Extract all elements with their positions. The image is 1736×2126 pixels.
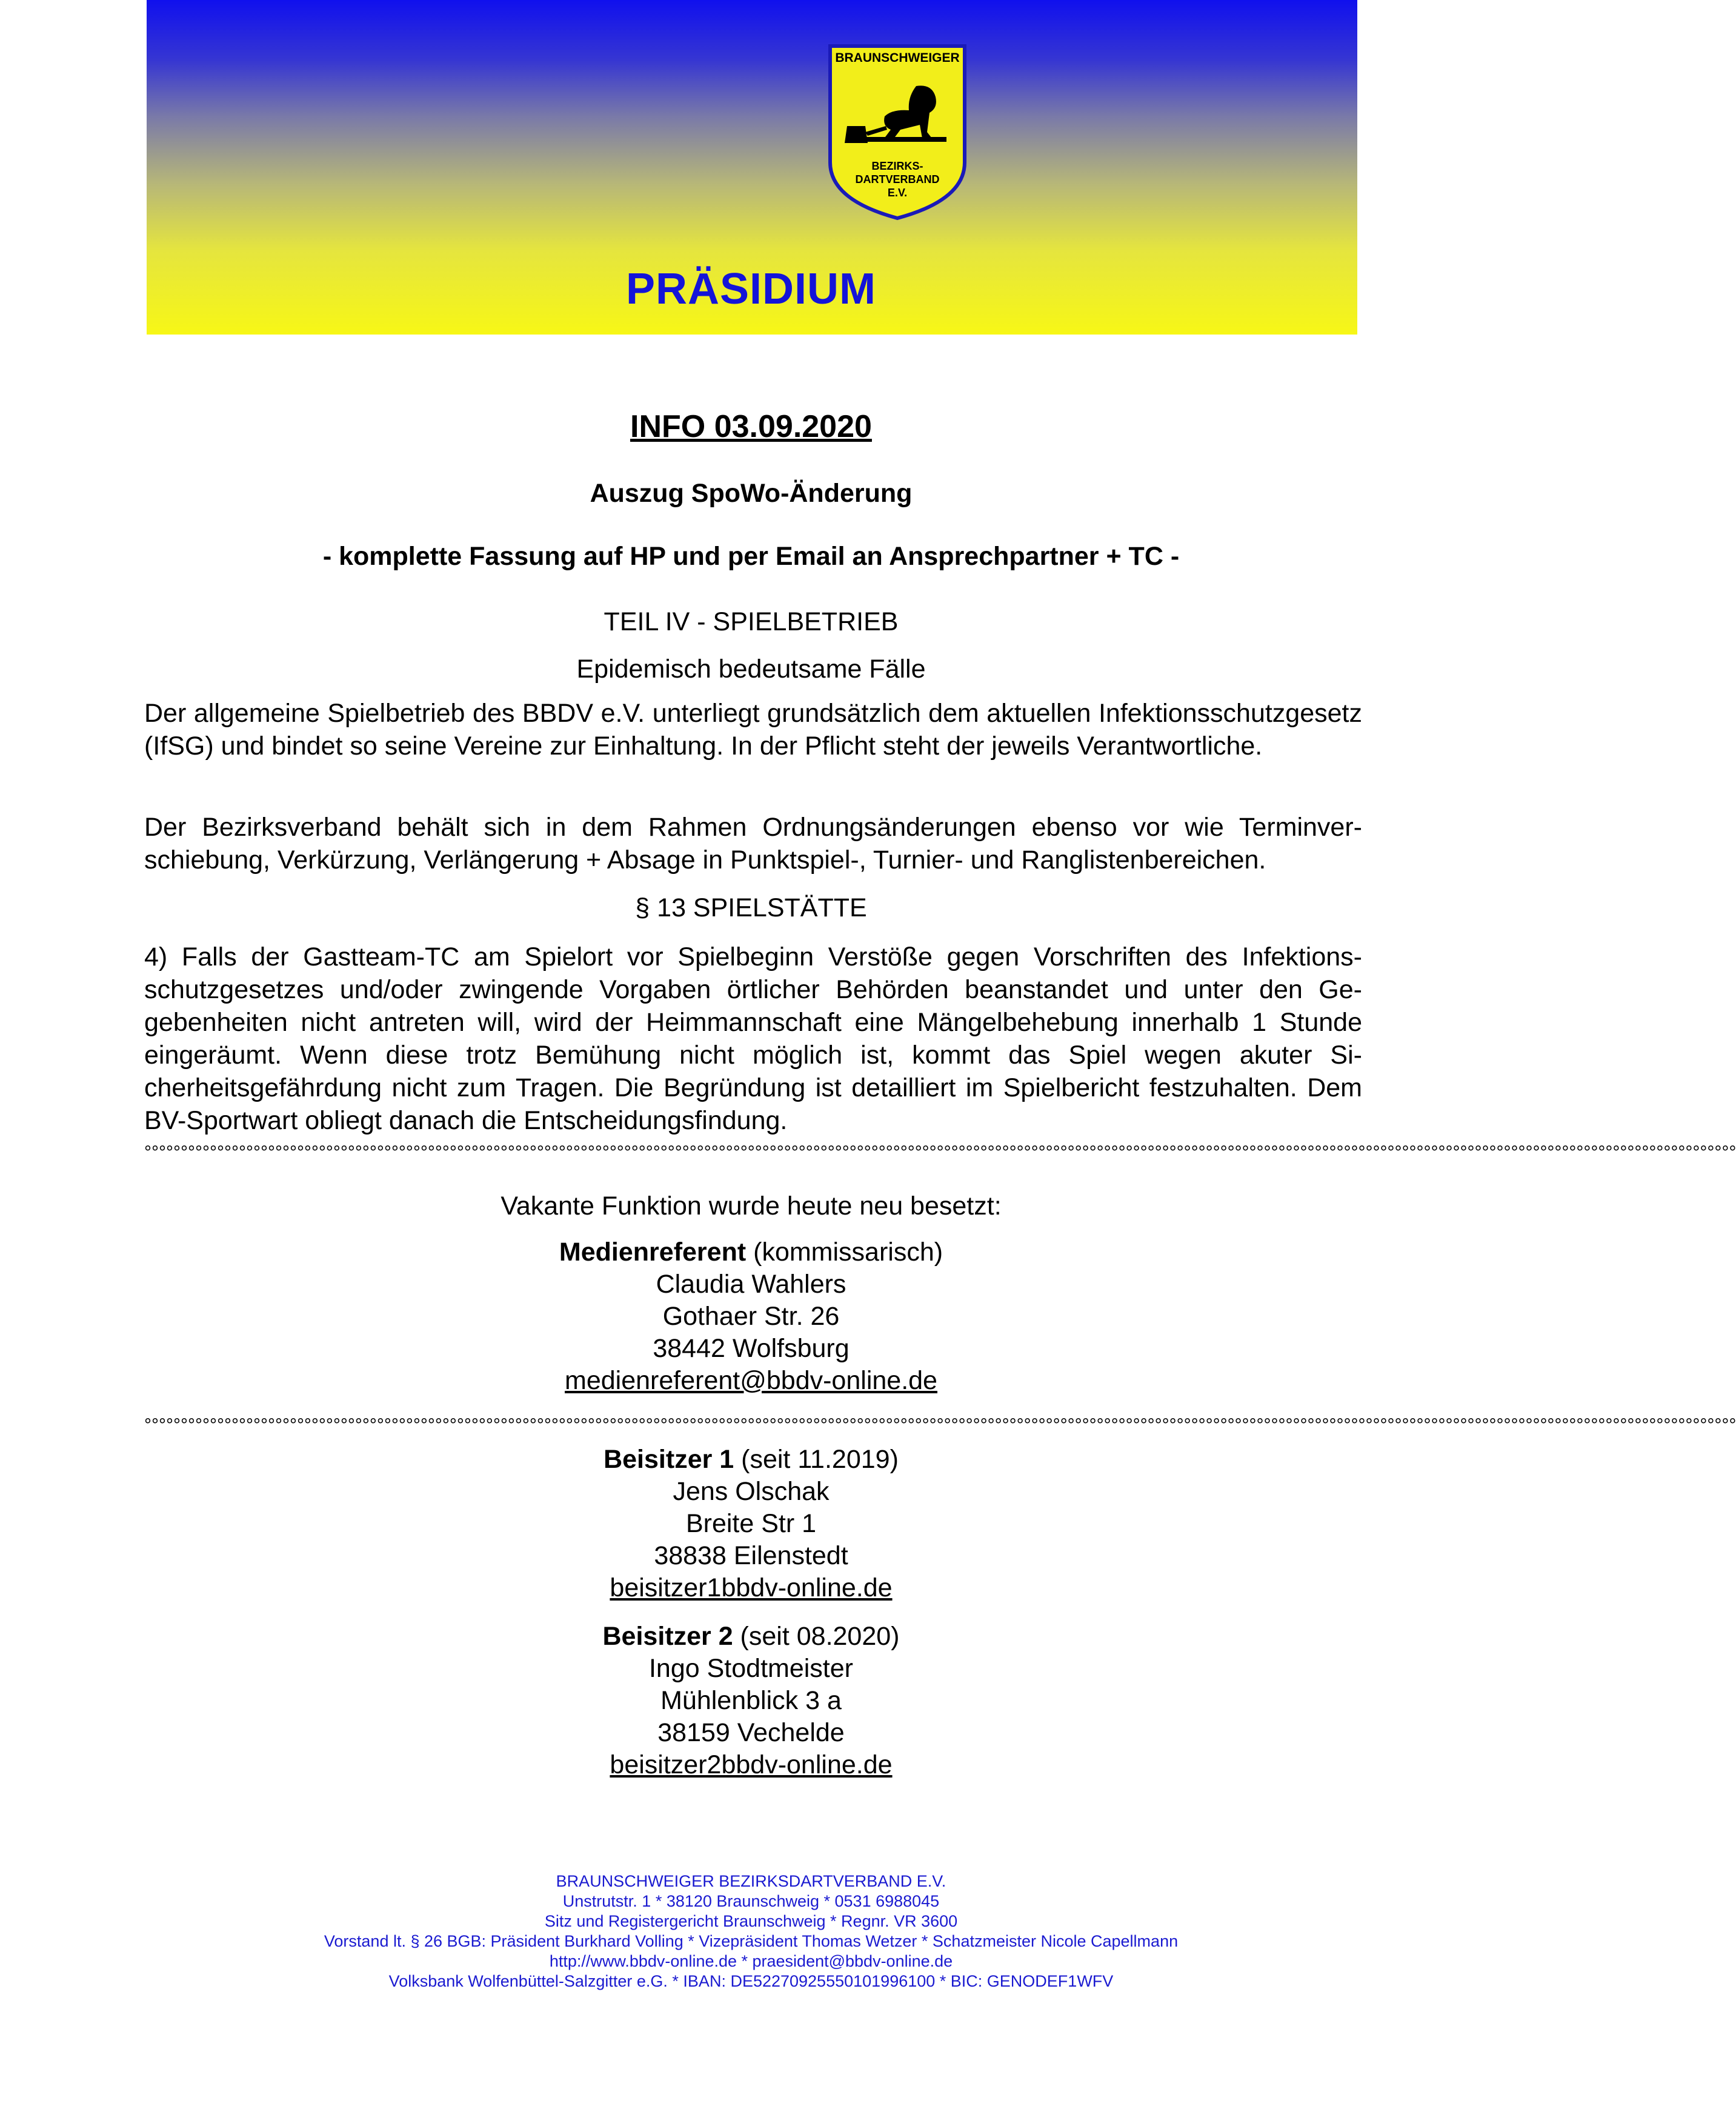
contact-city: 38442 Wolfsburg (653, 1334, 850, 1363)
footer-registry: Sitz und Registergericht Braunschweig * Regnr. VR 3600 (544, 1912, 958, 1930)
contact-medienreferent (0, 1236, 1502, 1397)
page-title: PRÄSIDIUM (625, 265, 876, 313)
email-link[interactable]: beisitzer2bbdv-online.de (610, 1750, 893, 1779)
contact-beisitzer-1 (0, 1444, 1502, 1604)
role-note: (seit 11.2019) (734, 1445, 899, 1474)
contact-street: Breite Str 1 (685, 1509, 817, 1538)
logo-text-top: BRAUNSCHWEIGER (835, 51, 960, 65)
paragraph-bezirksverband: Der Bezirksverband behält sich in dem Rahmen Ordnungsänderungen ebenso vor wie Terminverschiebung, Verkürzung, Verlängerung + Absage in Punktspiel-, Turnier- und Ranglistenbereichen. (144, 813, 1362, 875)
subtitle-excerpt: Auszug SpoWo-Änderung (590, 479, 913, 508)
role-note: (kommissarisch) (746, 1238, 943, 1267)
footer-web: http://www.bbdv-online.de * praesident@bbdv-online.de (549, 1952, 953, 1970)
logo-text-bezirks: BEZIRKS- (871, 160, 923, 172)
section-13-heading: § 13 SPIELSTÄTTE (635, 893, 867, 922)
contact-name: Ingo Stodtmeister (648, 1654, 853, 1683)
contact-beisitzer-2 (0, 1621, 1502, 1781)
subtitle-full-version: - komplette Fassung auf HP und per Email an Ansprechpartner + TC - (322, 542, 1180, 571)
footer-board: Vorstand lt. § 26 BGB: Präsident Burkhard Volling * Vizepräsident Thomas Wetzer * Schatzmeister Nicole Capellmann (324, 1932, 1179, 1950)
contact-city: 38838 Eilenstedt (654, 1541, 848, 1570)
section-teil-iv: TEIL IV - SPIELBETRIEB (604, 607, 899, 636)
info-title: INFO 03.09.2020 (630, 409, 872, 444)
role-note: (seit 08.2020) (733, 1622, 900, 1651)
divider-dots: °°°°°°°°°°°°°°°°°°°°°°°°°°°°°°°°°°°°°°°°°°°°°°°°°°°°°°°°°°°°°°°°°°°°°°°°°°°°°°°°°°°°°°°°°°°°°°°°°°°°°°°°°°°°°°°°°°°°°°°°°°°°°°°°°°°°°°°°°°°°°°°°°°°°°°°°°°°°°°°°°°°°°°°°°°°°°°°°°°°°°°°°°°°°°°°°°°°°°°°°°°°°°°°°°°°°°°°°°°° (144, 1415, 1736, 1435)
bbdv-logo (825, 41, 969, 223)
contact-name: Claudia Wahlers (656, 1270, 846, 1299)
contact-name: Jens Olschak (673, 1477, 830, 1506)
divider-dots: °°°°°°°°°°°°°°°°°°°°°°°°°°°°°°°°°°°°°°°°°°°°°°°°°°°°°°°°°°°°°°°°°°°°°°°°°°°°°°°°°°°°°°°°°°°°°°°°°°°°°°°°°°°°°°°°°°°°°°°°°°°°°°°°°°°°°°°°°°°°°°°°°°°°°°°°°°°°°°°°°°°°°°°°°°°°°°°°°°°°°°°°°°°°°°°°°°°°°°°°°°°°°°°°°°°°°°°°°°° (144, 1142, 1736, 1162)
footer-bank: Volksbank Wolfenbüttel-Salzgitter e.G. * IBAN: DE52270925550101996100 * BIC: GENODEF1WFV (388, 1972, 1114, 1990)
section-epidemic: Epidemisch bedeutsame Fälle (576, 655, 926, 684)
role-label: Medienreferent (559, 1238, 747, 1267)
role-label: Beisitzer 1 (604, 1445, 734, 1474)
footer-org-name: BRAUNSCHWEIGER BEZIRKSDARTVERBAND E.V. (556, 1872, 946, 1890)
logo-text-ev: E.V. (887, 187, 908, 199)
role-label: Beisitzer 2 (602, 1622, 733, 1651)
email-link[interactable]: beisitzer1bbdv-online.de (610, 1573, 893, 1602)
paragraph-section-13: 4) Falls der Gastteam-TC am Spielort vor Spielbeginn Verstöße gegen Vorschriften des Infektionsschutzgesetzes und/oder zwingende Vorgaben örtlicher Behörden beanstandet und unter den Gegebenheiten nicht antreten will, wird der Heimmannschaft eine Mängelbehebung innerhalb 1 Stunde eingeräumt. Wenn diese trotz Bemühung nicht möglich ist, kommt das Spiel wegen akuter Sicherheitsgefährdung nicht zum Tragen. Die Begründung ist detailliert im Spielbericht festzuhalten. Dem BV-Sportwart obliegt danach die Entscheidungsfindung. (144, 942, 1362, 1135)
contact-street: Gothaer Str. 26 (662, 1302, 840, 1331)
footer-address: Unstrutstr. 1 * 38120 Braunschweig * 0531 6988045 (562, 1892, 940, 1910)
contact-street: Mühlenblick 3 a (660, 1686, 842, 1715)
paragraph-general: Der allgemeine Spielbetrieb des BBDV e.V. unterliegt grundsätzlich dem aktuellen Infektionsschutzgesetz (IfSG) und bindet so seine Vereine zur Einhaltung. In der Pflicht steht der jeweils Verantwortliche. (144, 699, 1362, 761)
email-link[interactable]: medienreferent@bbdv-online.de (565, 1366, 937, 1395)
footer (0, 1871, 1502, 1991)
contact-city: 38159 Vechelde (657, 1718, 845, 1747)
logo-text-dartverband: DARTVERBAND (855, 173, 940, 185)
vacancy-notice: Vakante Funktion wurde heute neu besetzt: (501, 1191, 1002, 1221)
